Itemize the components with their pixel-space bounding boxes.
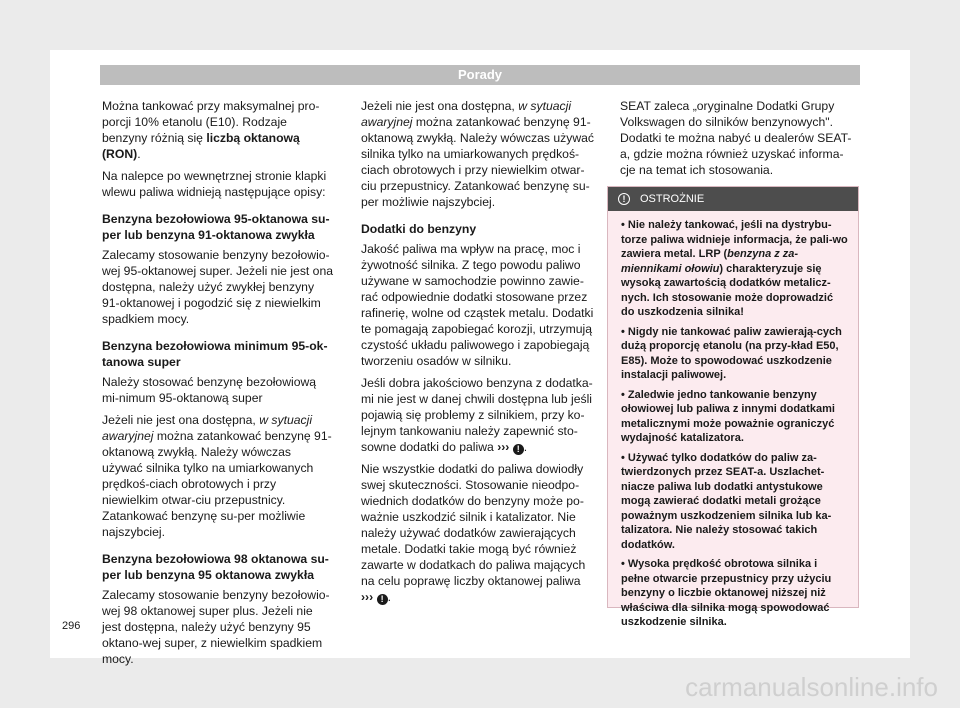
- section-heading: Benzyna bezołowiowa 95-oktanowa su-per lub benzyna 91-oktanowa zwykła: [102, 212, 330, 242]
- caution-item: • Nie należy tankować, jeśli na dystrybu-torze paliwa widnieje informacja, że pali-wo zawiera metal. LRP (benzyna z za-miennikami ołowiu) charakteryzuje się wysoką zawartością dodatków metalicz-nych. Ich stosowanie może doprowadzić do uszkodzenia silnika!: [621, 219, 848, 318]
- section-heading: Benzyna bezołowiowa minimum 95-ok-tanowa super: [102, 339, 328, 369]
- paragraph: Można tankować przy maksymalnej pro-porcji 10% etanolu (E10). Rodzaje benzyny różnią się liczbą oktanową (RON).: [102, 99, 320, 161]
- caution-item: • Wysoka prędkość obrotowa silnika i pełne otwarcie przepustnicy przy użyciu benzyny o liczbie oktanowej niższej niż właściwa dla silnika mogą spowodować uszkodzenie silnika.: [621, 558, 832, 628]
- caution-body: [608, 211, 858, 630]
- paragraph: Na nalepce po wewnętrznej stronie klapki wlewu paliwa widnieją następujące opisy:: [102, 169, 327, 199]
- section-header: Porady: [100, 65, 860, 85]
- paragraph: SEAT zaleca „oryginalne Dodatki Grupy Volkswagen do silników benzynowych". Dodatki te można nabyć u dealerów SEAT-a, gdzie można również uzyskać informa-cje na temat ich stosowania.: [620, 99, 852, 177]
- paragraph: Nie wszystkie dodatki do paliwa dowiodły swej skuteczności. Stosowanie nieodpo-wiednich dodatków do benzyny może po-ważnie uszkodzić silnik i katalizator. Nie należy używać dodatków zawierających metale. Dodatki takie mogą być również zawarte w dodatkach do paliwa mających na celu poprawę liczby oktanowej paliwa ››› ! .: [361, 462, 586, 604]
- column-3: [620, 98, 858, 184]
- exclamation-icon: !: [618, 193, 630, 205]
- caution-header: [608, 187, 858, 211]
- warning-icon: !: [513, 444, 524, 455]
- section-heading: Dodatki do benzyny: [361, 222, 477, 236]
- paragraph: Zalecamy stosowanie benzyny bezołowio-wej 95-oktanowej super. Jeżeli nie jest ona dostępna, należy użyć zwykłej benzyny 91-oktanowej i pogodzić się z niewielkim spadkiem mocy.: [102, 248, 334, 326]
- caution-item: • Zaledwie jedno tankowanie benzyny ołowiowej lub paliwa z innymi dodatkami metalicznymi może poważnie ograniczyć wydajność katalizatora.: [621, 388, 835, 444]
- caution-title: OSTROŻNIE: [640, 193, 705, 205]
- warning-icon: !: [377, 594, 388, 605]
- column-2: [361, 98, 597, 611]
- caution-item: • Używać tylko dodatków do paliw za-twierdzonych przez SEAT-a. Uszlachet-niacze paliwa lub dodatki antystukowe mogą zawierać dodatki metali grożące poważnym uszkodzeniem silnika lub ka-talizatora. Nie należy stosować takich dodatków.: [621, 451, 832, 551]
- paragraph: Jeżeli nie jest ona dostępna, w sytuacji awaryjnej można zatankować benzynę 91-oktanową zwykłą. Należy wówczas używać silnika tylko na umiarkowanych prędkoś-ciach obrotowych i przy niewielkim otwar-ciu przepustnicy. Zatankować benzynę su-per możliwie najszybciej.: [102, 413, 332, 539]
- section-heading: Benzyna bezołowiowa 98 oktanowa su-per lub benzyna 95 oktanowa zwykła: [102, 552, 329, 582]
- paragraph: Należy stosować benzynę bezołowiową mi-nimum 95-oktanową super: [102, 375, 317, 405]
- reference-arrows[interactable]: ›››: [361, 590, 374, 604]
- caution-item: • Nigdy nie tankować paliw zawierają-cych dużą proporcję etanolu (na przy-kład E50, E85). Może to spowodować uszkodzenie instalacji paliwowej.: [621, 325, 842, 381]
- reference-arrows[interactable]: ›››: [497, 440, 510, 454]
- caution-box: [607, 186, 859, 628]
- watermark-text: carmanualsonline.info: [685, 672, 938, 702]
- column-1: [102, 98, 334, 673]
- manual-page: [50, 50, 910, 666]
- paragraph: Zalecamy stosowanie benzyny bezołowio-wej 98 oktanowej super plus. Jeżeli nie jest dostępna, należy użyć benzyny 95 oktano-wej super, z niewielkim spadkiem mocy.: [102, 588, 330, 666]
- page-number: 296: [62, 620, 81, 632]
- paragraph: Jeżeli nie jest ona dostępna, w sytuacji awaryjnej można zatankować benzynę 91-oktanową zwykłą. Należy wówczas używać silnika tylko na umiarkowanych prędkoś-ciach obrotowych i przy niewielkim otwar-ciu przepustnicy. Zatankować benzynę su-per możliwie najszybciej.: [361, 99, 595, 209]
- paragraph: Jakość paliwa ma wpływ na pracę, moc i żywotność silnika. Z tego powodu paliwo używane w samochodzie powinno zawie-rać odpowiednie dodatki stosowane przez rafinerię, wolne od cząstek metalu. Dodatki te pomagają zapobiegać korozji, utrzymują czystość układu paliwowego i zapobiegają tworzeniu osadów w silniku.: [361, 242, 594, 368]
- paragraph: Jeśli dobra jakościowo benzyna z dodatka-mi nie jest w danej chwili dostępna lub jeśli pojawią się problemy z silnikiem, przy ko-lejnym tankowaniu należy zapewnić sto-sowne dodatki do paliwa ››› ! .: [361, 376, 593, 454]
